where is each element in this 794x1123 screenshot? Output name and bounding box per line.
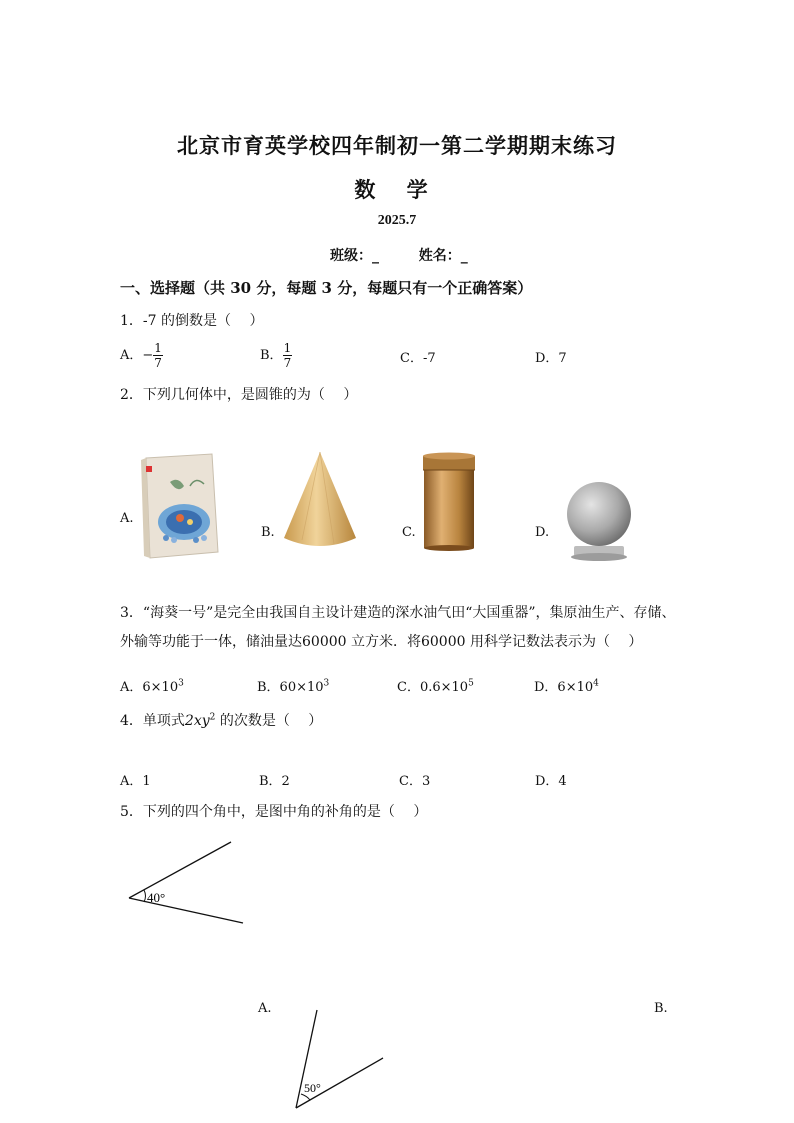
cone-image [282, 450, 358, 552]
section-heading: 一、选择题（共 30 分，每题 3 分，每题只有一个正确答案） [120, 279, 533, 297]
angle-label-40: 40° [147, 890, 166, 905]
question-5-stem: 5．下列的四个角中，是图中角的补角的是（ ） [120, 804, 428, 820]
option-text: D．6×10 [534, 680, 594, 695]
q2-option-d-label: D. [535, 525, 550, 540]
exponent: 3 [323, 678, 330, 689]
minus-sign: − [142, 348, 154, 363]
denominator: 7 [283, 356, 292, 370]
angle-figure [120, 836, 250, 930]
angle-label-50: 50° [304, 1081, 321, 1095]
option-text: B．60×10 [257, 680, 324, 695]
exponent: 4 [593, 678, 599, 689]
exponent: 3 [178, 678, 184, 689]
q3-option-c [397, 676, 474, 695]
q3-option-b [257, 676, 329, 695]
q4-option-c: C．3 [399, 774, 431, 789]
name-label: 姓名：_ [418, 248, 468, 264]
book-image [140, 452, 222, 562]
stem-text: 4．单项式 [120, 713, 185, 729]
q5-option-b-label: B. [654, 1001, 668, 1016]
q1-option-b [260, 341, 292, 370]
class-label: 班级：_ [330, 248, 379, 264]
q4-option-b: B．2 [259, 774, 290, 789]
q1-option-a [120, 341, 163, 370]
numerator: 1 [283, 341, 292, 355]
q1-option-c: C．-7 [400, 351, 436, 366]
fraction [283, 341, 293, 370]
denominator: 7 [154, 356, 162, 370]
q4-option-a: A．1 [120, 774, 151, 789]
q2-option-b-label: B. [261, 525, 275, 540]
q2-option-c-label: C. [402, 525, 416, 540]
question-4-stem [120, 710, 322, 730]
q3-option-a [120, 676, 184, 695]
stem-text: 的次数是（ ） [215, 713, 323, 729]
q2-option-a-label: A. [120, 511, 134, 526]
option-label: B． [260, 348, 283, 363]
monomial: 2xy [184, 713, 210, 729]
cylinder-image [420, 452, 478, 552]
student-info-line [330, 245, 468, 265]
exponent: 5 [468, 678, 474, 689]
question-3-line2: 外输等功能于一体，储油量达60000 立方米．将60000 用科学记数法表示为（ ） [120, 634, 643, 650]
numerator: 1 [154, 341, 162, 355]
option-text: C．0.6×10 [397, 680, 469, 695]
q4-option-d: D．4 [535, 774, 567, 789]
exam-title: 北京市育英学校四年制初一第二学期期末练习 [177, 133, 617, 158]
angle-option-a-figure [290, 1006, 390, 1110]
q5-option-a-label: A. [258, 1001, 272, 1016]
option-text: A．6×10 [120, 680, 179, 695]
option-label: A． [120, 348, 143, 363]
sphere-image [562, 478, 636, 562]
subject-title: 数 学 [354, 177, 440, 202]
question-1-stem: 1．-7 的倒数是（ ） [120, 313, 264, 329]
exam-date: 2025.7 [377, 213, 417, 228]
exponent: 2 [209, 712, 216, 723]
fraction [153, 341, 163, 370]
q1-option-d: D．7 [535, 351, 567, 366]
question-2-stem: 2．下列几何体中，是圆锥的为（ ） [120, 387, 358, 403]
q3-option-d [534, 676, 599, 695]
question-3-line1: 3．“海葵一号”是完全由我国自主设计建造的深水油气田“大国重器”，集原油生产、存储、 [120, 605, 676, 621]
